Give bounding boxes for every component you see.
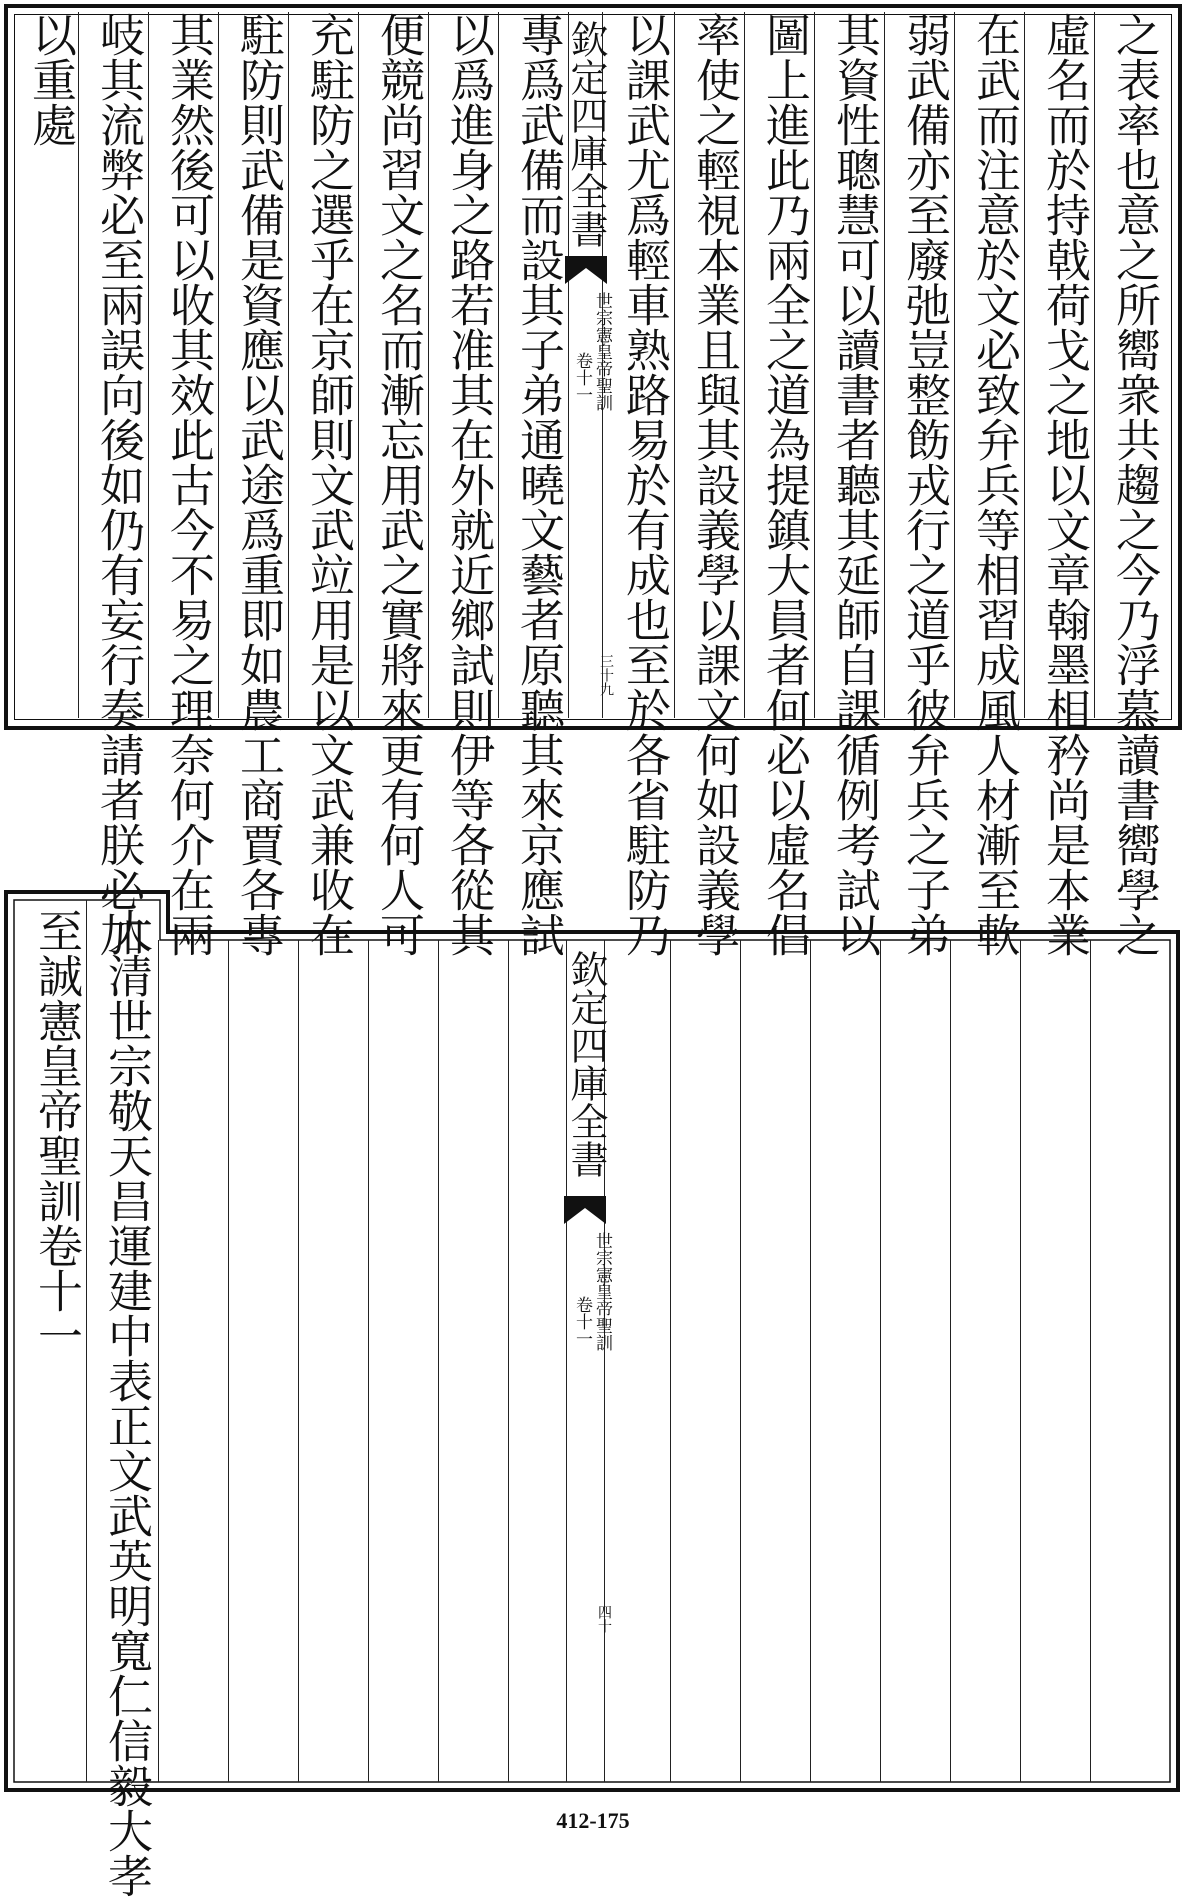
top-rule	[78, 12, 79, 718]
top-col-14: 其業然後可以收其效此古今不易之理奈何介在兩	[162, 12, 215, 957]
bottom-fold-volume: 卷十一	[572, 1296, 592, 1347]
bottom-rule	[368, 940, 369, 1782]
bottom-rule	[810, 940, 811, 1782]
bottom-rule	[298, 940, 299, 1782]
top-rule	[358, 12, 359, 718]
bottom-rule	[86, 900, 87, 1782]
bottom-rule	[670, 940, 671, 1782]
bottom-rule	[950, 940, 951, 1782]
top-rule	[1094, 12, 1095, 718]
top-col-9: 專爲武備而設其子弟通曉文藝者原聽其來京應試	[512, 12, 565, 957]
top-fold-leaf-number: 三十九	[598, 654, 614, 696]
top-rule	[954, 12, 955, 718]
bottom-title-col-2: 至誠憲皇帝聖訓卷十一	[30, 908, 83, 1358]
top-rule	[744, 12, 745, 718]
bottom-fold-subtitle: 世宗憲皇帝聖訓	[592, 1232, 612, 1351]
top-rule	[674, 12, 675, 718]
bottom-rule	[1090, 940, 1091, 1782]
top-col-4: 弱武備亦至廢弛豈整飭戎行之道乎彼弁兵之子弟	[898, 12, 951, 957]
bottom-rule	[740, 940, 741, 1782]
bottom-rule	[438, 940, 439, 1782]
top-col-16: 以重處	[24, 12, 77, 147]
bottom-fold-title: 欽定四庫全書	[564, 950, 608, 1178]
bottom-title-col-1: 大清世宗敬天昌運建中表正文武英明寬仁信毅大孝	[100, 908, 153, 1898]
top-rule	[884, 12, 885, 718]
top-col-6: 圖上進此乃兩全之道為提鎮大員者何必以虛名倡	[758, 12, 811, 957]
top-col-8: 以課武尤爲輕車熟路易於有成也至於各省駐防乃	[618, 12, 671, 957]
page-number: 412-175	[556, 1808, 630, 1833]
bottom-fold-leaf-number: 四十	[596, 1605, 612, 1633]
top-rule	[148, 12, 149, 718]
top-rule	[498, 12, 499, 718]
top-col-7: 率使之輕視本業且與其設義學以課文何如設義學	[688, 12, 741, 957]
top-rule	[814, 12, 815, 718]
top-col-13: 駐防則武備是資應以武途爲重即如農工商賈各專	[232, 12, 285, 957]
top-col-2: 虛名而於持戟荷戈之地以文章翰墨相矜尚是本業	[1038, 12, 1091, 957]
top-col-12: 充駐防之選乎在京師則文武竝用是以文武兼收在	[302, 12, 355, 957]
top-col-3: 在武而注意於文必致弁兵等相習成風人材漸至軟	[968, 12, 1021, 957]
bottom-rule	[508, 940, 509, 1782]
top-col-1: 之表率也意之所嚮衆共趨之今乃浮慕讀書嚮學之	[1108, 12, 1161, 957]
bottom-rule	[1020, 940, 1021, 1782]
top-fishtail-icon	[565, 256, 607, 286]
top-rule	[288, 12, 289, 718]
top-col-5: 其資性聰慧可以讀書者聽其延師自課循例考試以	[828, 12, 881, 957]
top-col-11: 便競尚習文之名而漸忘用武之實將來更有何人可	[372, 12, 425, 957]
top-fold-volume: 卷十一	[572, 352, 592, 403]
bottom-rule	[880, 940, 881, 1782]
top-rule	[428, 12, 429, 718]
top-rule	[1024, 12, 1025, 718]
top-fold-subtitle: 世宗憲皇帝聖訓	[592, 292, 612, 411]
top-fold-title: 欽定四庫全書	[564, 20, 608, 248]
top-col-15: 岐其流弊必至兩誤向後如仍有妄行奏請者朕必加	[92, 12, 145, 957]
bottom-rule	[158, 940, 159, 1782]
bottom-fishtail-icon	[564, 1196, 606, 1226]
top-rule	[218, 12, 219, 718]
bottom-rule	[228, 940, 229, 1782]
top-col-10: 以爲進身之路若准其在外就近鄉試則伊等各從其	[442, 12, 495, 957]
